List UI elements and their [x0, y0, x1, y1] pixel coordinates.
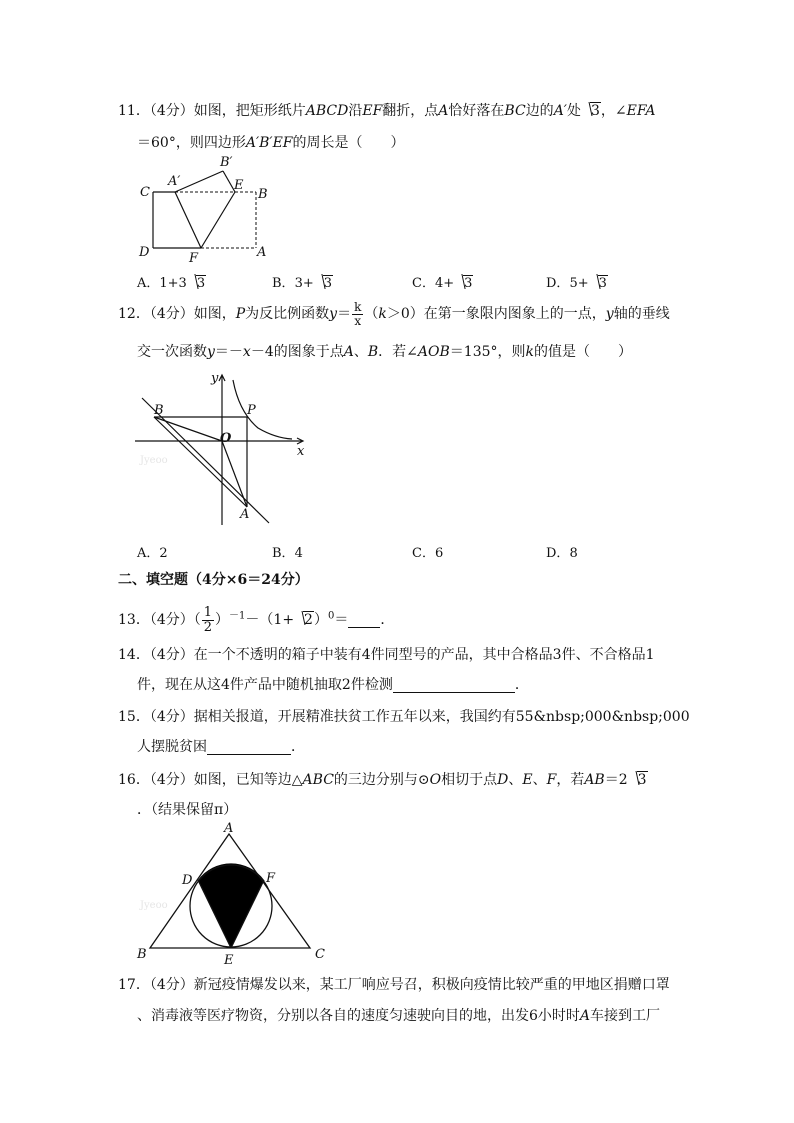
q16-watermark: Jyeoo: [140, 900, 168, 911]
q13-number: 13．: [118, 612, 150, 629]
q11-quad: A′B′EF: [245, 135, 293, 151]
q11-radicand: 3: [590, 103, 600, 119]
q11-edge-a1f: [175, 192, 201, 248]
q16-d: D: [497, 772, 509, 788]
q12-y: y: [329, 306, 338, 323]
q13-line: [118, 606, 394, 634]
q13-end: ．: [380, 612, 395, 629]
q16-line1: [118, 773, 648, 787]
q13-score: （4分）: [149, 612, 194, 629]
q12-number: 12．: [118, 306, 150, 323]
q11-edge-a1b1: [175, 171, 223, 192]
q12-seg-ba: [154, 417, 247, 507]
q13-text: ）: [313, 612, 328, 629]
q12-yaxis: y: [605, 306, 614, 323]
q11-abcd: ABCD: [305, 103, 349, 119]
q16-score: （4分）: [149, 772, 194, 788]
q12-label-y: y: [211, 371, 219, 386]
q17-text: 、消毒液等医疗物资，分别以各自的速度匀速驶向目的地，出发6小时时: [137, 1008, 580, 1024]
q12-label-x: x: [297, 444, 305, 459]
q12-option-c-value: 6: [434, 546, 444, 561]
q15-text: 人摆脱贫困: [137, 739, 207, 755]
q11-option-d-text: 5+: [569, 276, 589, 291]
q11-option-b-sqrt: [314, 276, 333, 291]
q12-text: －4的图象于点: [250, 344, 344, 360]
q13-text: ＝: [334, 612, 349, 629]
q12-seg-ob: [154, 417, 222, 441]
q12-eq: ＝: [337, 306, 352, 323]
q11-option-b-radicand: 3: [323, 276, 333, 291]
q11-text: ，∠: [600, 103, 627, 119]
q14-number: 14．: [118, 647, 150, 663]
q16-text: 、: [508, 772, 523, 788]
q11-figure: [130, 150, 280, 265]
q12-fn-x: x: [242, 344, 251, 360]
q11-ef: EF: [362, 103, 383, 119]
q17-a: A: [579, 1008, 591, 1024]
q11-line2: [137, 136, 405, 150]
q11-option-a-sqrt: [187, 276, 206, 291]
q13-text: －（1+: [245, 612, 295, 629]
q12-point-b: B: [367, 344, 379, 360]
q12-option-c-label: C．: [412, 546, 435, 561]
q16-ab: AB: [584, 772, 605, 788]
q16-shaded-region: [198, 863, 264, 948]
q16-f: F: [546, 772, 557, 788]
q11-option-a-radicand: 3: [196, 276, 206, 291]
q12-text: 、: [353, 344, 368, 360]
q11-aprime: A′: [553, 103, 567, 119]
q16-text: 如图，已知等边△: [193, 772, 303, 788]
q11-option-b-text: 3+: [294, 276, 314, 291]
q12-point-a: A: [343, 344, 354, 360]
q15-text: 据相关报道，开展精准扶贫工作五年以来，我国约有55&nbsp;000&nbsp;000: [193, 709, 690, 725]
q11-option-b-label: B．: [272, 276, 295, 291]
q11-text: 边的: [525, 103, 554, 119]
q11-text: 沿: [348, 103, 363, 119]
q11-option-a-text: 1+3: [159, 276, 187, 291]
q11-option-a-label: A．: [137, 276, 160, 291]
q12-score: （4分）: [149, 306, 194, 323]
q12-fraction: [352, 301, 363, 327]
q15-number: 15．: [118, 709, 150, 725]
q11-option-d-sqrt: [589, 276, 608, 291]
q12-fn-y: y: [207, 344, 215, 360]
q11-label-e: E: [234, 178, 244, 193]
q12-frac-num: k: [354, 300, 362, 314]
q15-line1: [118, 710, 690, 724]
q16-label-d: D: [182, 873, 193, 888]
q14-end: ．: [514, 677, 529, 693]
q15-answer-blank[interactable]: [207, 740, 291, 755]
q11-label-a: A: [257, 245, 267, 260]
q12-watermark: Jyeoo: [140, 455, 168, 466]
q12-option-b[interactable]: [272, 542, 303, 561]
q14-line1: [118, 648, 654, 662]
q16-label-f: F: [266, 871, 276, 886]
q11-text: 如图，把矩形纸片: [193, 103, 306, 119]
q12-hyperbola: [233, 380, 292, 439]
q11-option-c-radicand: 3: [464, 276, 473, 291]
q12-text: ＝－: [214, 344, 243, 360]
q11-label-b1: B′: [220, 155, 233, 170]
q12-option-d-value: 8: [569, 546, 578, 561]
q17-score: （4分）: [149, 977, 194, 993]
q12-seg-oa: [222, 441, 247, 507]
q17-line2: [137, 1009, 660, 1023]
q12-text: ＞0）在第一象限内图象上的一点，: [386, 306, 606, 323]
q16-radicand: 3: [637, 772, 647, 788]
q12-option-d[interactable]: [546, 542, 578, 561]
q11-text: 翻折，点: [382, 103, 439, 119]
q14-score: （4分）: [149, 647, 194, 663]
q12-text: 为反比例函数: [245, 306, 330, 323]
q11-edge-ef: [201, 192, 235, 248]
q12-option-a-value: 2: [159, 546, 168, 561]
q15-end: ．: [291, 739, 305, 755]
q15-score: （4分）: [149, 709, 194, 725]
q16-number: 16．: [118, 772, 150, 788]
q12-option-d-label: D．: [546, 546, 570, 561]
q12-frac-den: x: [354, 313, 362, 328]
q16-label-a: A: [224, 822, 234, 836]
q11-option-d-radicand: 3: [598, 276, 607, 291]
q13-sqrt: [294, 613, 314, 627]
q16-label-c: C: [315, 947, 325, 962]
q12-option-b-value: 4: [294, 546, 303, 561]
q11-efa: EFA: [626, 103, 656, 119]
q11-option-c[interactable]: [412, 272, 473, 291]
q17-number: 17．: [118, 977, 150, 993]
q12-point-p: P: [235, 306, 246, 323]
q12-aob: AOB: [417, 344, 450, 360]
q11-label-c: C: [140, 185, 150, 200]
q13-fraction: [202, 606, 214, 634]
q17-text: 新冠疫情爆发以来，某工厂响应号召，积极向疫情比较严重的甲地区捐赠口罩: [193, 977, 670, 993]
q12-label-p: P: [247, 403, 256, 418]
q12-text: 的值是（ ）: [534, 344, 633, 360]
q14-text: 在一个不透明的箱子中装有4件同型号的产品，其中合格品3件、不合格品1: [193, 647, 655, 663]
q11-option-b[interactable]: [272, 272, 333, 291]
q11-label-a1: A′: [168, 174, 181, 189]
q16-text: ．（结果保留π）: [137, 802, 238, 818]
q11-score: （4分）: [149, 103, 194, 119]
q16-text: 的三边分别与⊙: [333, 772, 430, 788]
q16-text: 相切于点: [441, 772, 498, 788]
q12-figure: [130, 368, 315, 530]
q12-option-a[interactable]: [137, 542, 168, 561]
q12-line2: [137, 345, 632, 359]
q13-answer-blank[interactable]: [348, 613, 380, 628]
q12-label-a: A: [240, 507, 250, 522]
q11-number: 11．: [118, 103, 150, 119]
q11-sqrt: [581, 104, 601, 118]
q12-option-c[interactable]: [412, 542, 443, 561]
q12-text: 轴的垂线: [613, 306, 670, 323]
q12-option-b-label: B．: [272, 546, 295, 561]
q12-k: k: [378, 306, 387, 323]
q13-text: ）: [215, 612, 230, 629]
q11-text: 处: [566, 103, 581, 119]
q12-kk: k: [525, 344, 535, 360]
q11-label-b: B: [258, 187, 268, 202]
q13-frac-num: 1: [203, 605, 213, 620]
q11-point-a: A: [438, 103, 449, 119]
q11-option-d-label: D．: [546, 276, 570, 291]
section-title-fill-in: 二、填空题（4分×6＝24分）: [118, 572, 309, 588]
q16-figure: [130, 822, 335, 967]
q13-exponent: 0: [327, 610, 335, 622]
q12-line1: [118, 301, 670, 327]
q14-answer-blank[interactable]: [393, 678, 515, 693]
q11-option-a[interactable]: [137, 272, 206, 291]
q12-label-o: O: [220, 431, 232, 446]
q11-option-c-text: 4+: [434, 276, 455, 291]
q16-e: E: [522, 772, 533, 788]
q11-text: 恰好落在: [448, 103, 505, 119]
q13-exponent: －1: [229, 610, 246, 622]
q11-label-d: D: [139, 245, 150, 260]
q15-line2: [137, 740, 305, 755]
q13-radicand: 2: [304, 612, 313, 629]
q16-o: O: [429, 772, 442, 788]
q13-text: （: [193, 612, 201, 629]
q16-text: ，若: [556, 772, 585, 788]
q11-line1: [118, 104, 655, 118]
q17-line1: [118, 978, 670, 992]
q13-frac-den: 2: [203, 619, 213, 635]
q12-text: 如图，: [193, 306, 236, 323]
q11-label-f: F: [189, 251, 199, 265]
q14-text: 件，现在从这4件产品中随机抽取2件检测: [137, 677, 393, 693]
q11-text: ＝60°，则四边形: [137, 135, 246, 151]
q12-text: ．若∠: [378, 344, 418, 360]
q11-bc: BC: [504, 103, 526, 119]
q16-text: ＝2: [604, 772, 628, 788]
q16-label-b: B: [137, 947, 147, 962]
q12-text: ＝135°，则: [449, 344, 526, 360]
q16-abc: ABC: [302, 772, 334, 788]
q11-option-c-label: C．: [412, 276, 435, 291]
q16-label-e: E: [224, 953, 234, 967]
q12-text: 交一次函数: [137, 344, 207, 360]
q16-line2: [137, 803, 237, 817]
q16-text: 、: [532, 772, 547, 788]
q11-option-d[interactable]: [546, 272, 608, 291]
q17-text: 车接到工厂: [590, 1008, 661, 1024]
q12-label-b: B: [154, 403, 164, 418]
q11-text: 的周长是（ ）: [292, 135, 405, 151]
q12-option-a-label: A．: [137, 546, 160, 561]
q11-option-c-sqrt: [454, 276, 473, 291]
q12-text: （: [364, 306, 379, 323]
q14-line2: [137, 678, 529, 693]
q16-sqrt: [628, 773, 648, 787]
